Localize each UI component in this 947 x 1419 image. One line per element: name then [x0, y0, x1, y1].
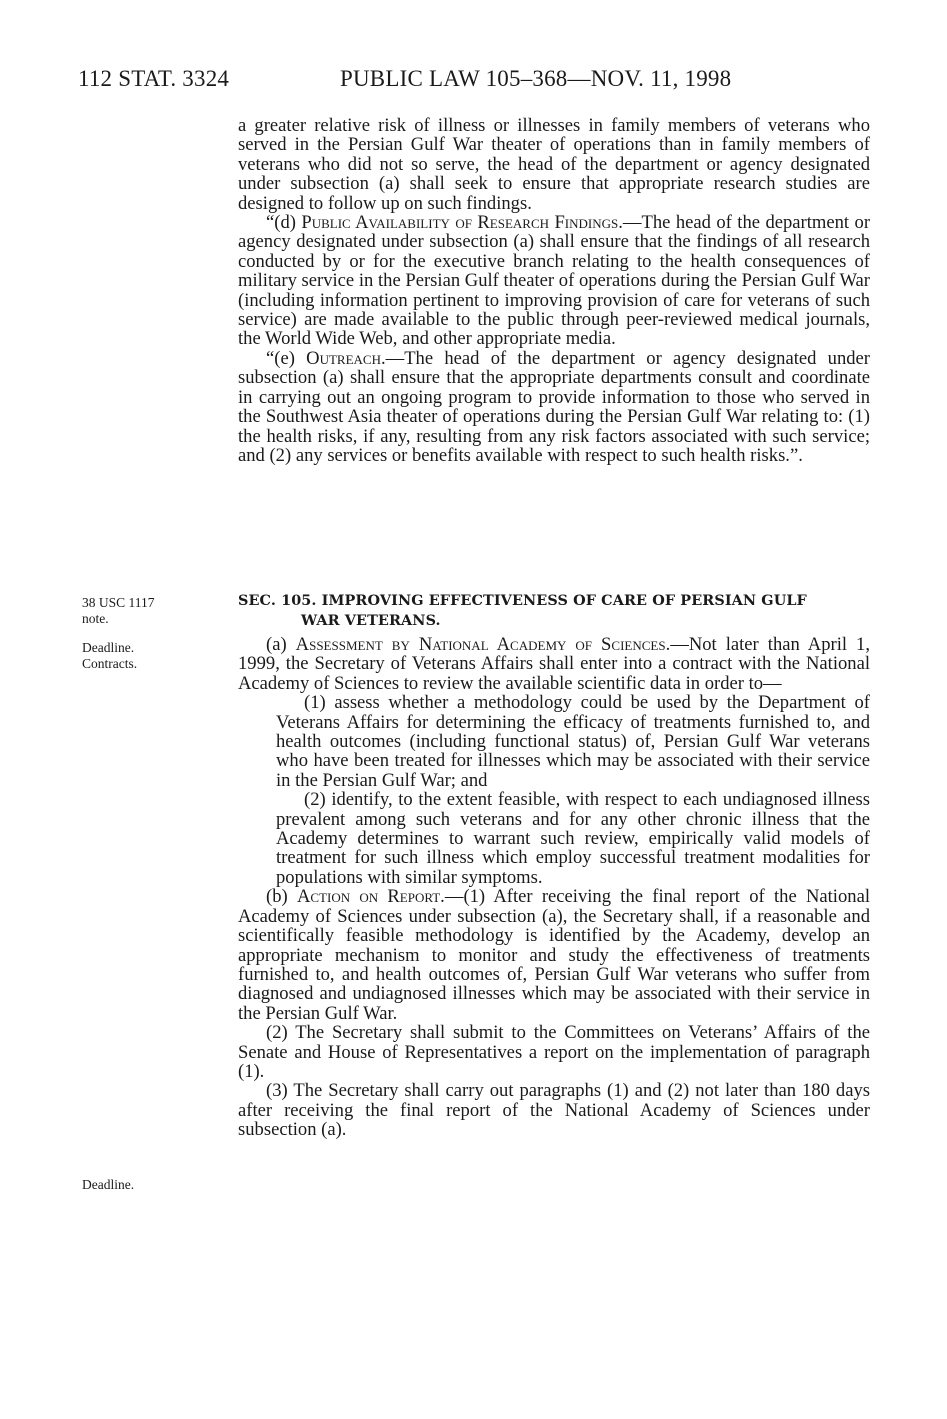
- subsection-d-text: —The head of the department or agency designated under subsection (a) shall ensure that the findings of all research conducted by or for the executive branch relating to the health consequences of military service in the Persian Gulf theater of operations during the Persian Gulf War (including information pertinent to improving provision of care for veterans of such service) are made available to the public through peer-reviewed medical journals, the World Wide Web, and other appropriate media.: [238, 212, 871, 350]
- subsection-d-lead: “(d): [266, 212, 302, 234]
- section-105-heading-line1: SEC. 105. IMPROVING EFFECTIVENESS OF CARE OF PERSIAN GULF: [238, 592, 807, 609]
- body-text-top: [238, 116, 870, 465]
- stat-citation: 112 STAT. 3324: [78, 66, 230, 91]
- subsection-d-heading: Public Availability of Research Findings.: [301, 212, 623, 234]
- section-105-heading: [238, 591, 870, 631]
- subsection-b-text: —(1) After receiving the final report of the National Academy of Sciences under subsection (a), the Secretary shall, if a reasonable and scientifically feasible methodology is identified by the Academy, develop an appropriate mechanism to monitor and study the effectiveness of treatments furnished to, and health outcomes of, Persian Gulf War veterans who suffer from diagnosed and undiagnosed illnesses which may be associated with their service in the Persian Gulf War.: [238, 886, 870, 1024]
- paragraph-b3: (3) The Secretary shall carry out paragraphs (1) and (2) not later than 180 days after receiving the final report of the National Academy of Sciences under subsection (a).: [238, 1080, 870, 1141]
- subsection-e-heading: Outreach.: [306, 347, 386, 369]
- paragraph-1: (1) assess whether a methodology could be used by the Department of Veterans Affairs for determining the efficacy of treatments furnished to, and health outcomes (including functional status) of, Persian Gulf War veterans who have been treated for illnesses which may be associated with their service in the Persian Gulf War; and: [276, 692, 870, 791]
- margin-note-deadline-contracts: [82, 640, 222, 672]
- paragraph-b2: (2) The Secretary shall submit to the Committees on Veterans’ Affairs of the Senate and House of Representatives a report on the implementation of paragraph (1).: [238, 1022, 870, 1082]
- subsection-d: [238, 213, 870, 349]
- subsection-e: [238, 349, 870, 465]
- subsection-b-heading: Action on Report.: [296, 886, 445, 908]
- subsection-b: [238, 887, 870, 1023]
- margin-note-deadline-2: [82, 1177, 222, 1193]
- subsection-e-lead: “(e): [266, 347, 307, 369]
- subsection-b-lead: (b): [266, 886, 297, 908]
- subsection-a-heading: Assessment by National Academy of Sciences.: [295, 634, 671, 655]
- margin-note-deadline-2-text: Deadline.: [82, 1177, 135, 1192]
- margin-note-usc-line1: 38 USC 1117: [82, 595, 155, 610]
- margin-note-usc: [82, 595, 222, 627]
- margin-note-usc-line2: note.: [82, 611, 109, 626]
- body-text-section-105: [238, 635, 870, 1140]
- margin-note-deadline: Deadline.: [82, 640, 135, 655]
- subsection-a: [238, 635, 870, 693]
- paragraph-2: (2) identify, to the extent feasible, with respect to each undiagnosed illness prevalent among such veterans and for any other chronic illness that the Academy determines to warrant such review, empirically valid models of treatment for such illness which employ successful treatment modalities for populations with similar symptoms.: [276, 789, 870, 888]
- subsection-a-lead: (a): [266, 634, 296, 655]
- public-law-title: PUBLIC LAW 105–368—NOV. 11, 1998: [340, 66, 732, 91]
- subsection-a-text: —Not later than April 1, 1999, the Secretary of Veterans Affairs shall enter into a contract with the National Academy of Sciences to review the available scientific data in order to—: [238, 634, 870, 694]
- margin-note-contracts: Contracts.: [82, 656, 138, 671]
- section-105-heading-line2: WAR VETERANS.: [301, 612, 441, 629]
- subsection-e-text: —The head of the department or agency designated under subsection (a) shall ensure that the appropriate departments consult and coordinate in carrying out an ongoing program to provide information to those who served in the Southwest Asia theater of operations during the Persian Gulf War relating to: (1) the health risks, if any, resulting from any risk factors associated with such service; and (2) any services or benefits available with respect to such health risks.”.: [238, 347, 870, 466]
- carryover-paragraph: a greater relative risk of illness or illnesses in family members of veterans who served in the Persian Gulf War theater of operations than in family members of veterans who did not so serve, the head of the department or agency designated under subsection (a) shall seek to ensure that appropriate research studies are designed to follow up on such findings.: [238, 115, 870, 214]
